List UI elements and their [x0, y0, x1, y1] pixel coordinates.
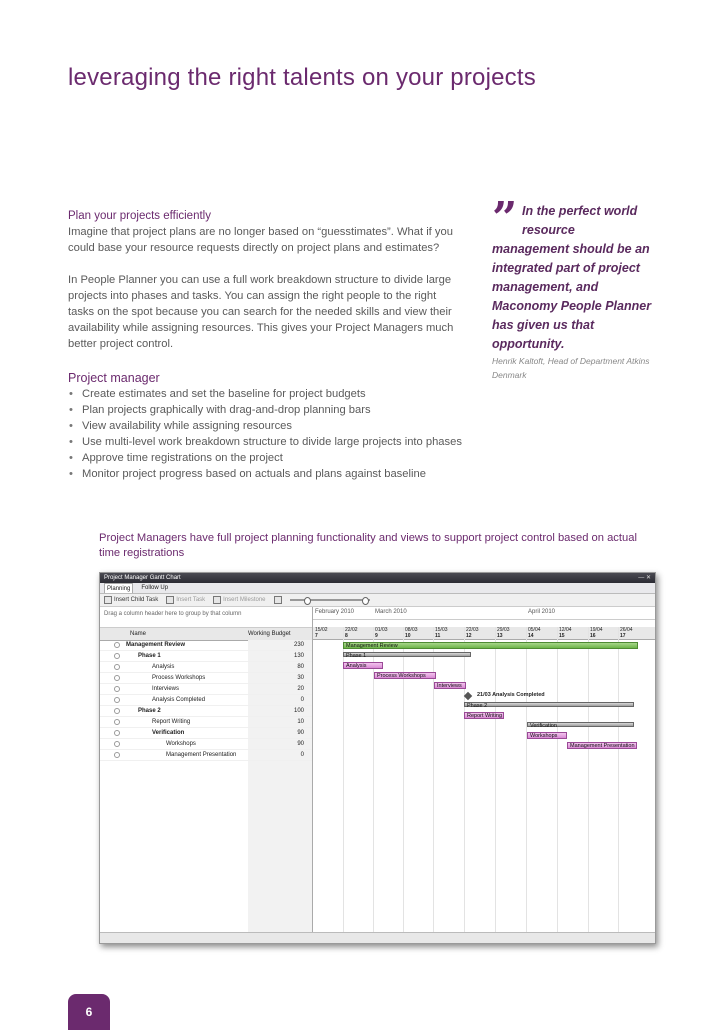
- quote-mark-icon: ”: [492, 193, 518, 244]
- row-name: Phase 1: [138, 653, 161, 659]
- week-number: 14: [528, 633, 534, 639]
- list-item: • Plan projects graphically with drag-and-drop planning bars: [68, 402, 463, 418]
- grid-line: [588, 627, 589, 933]
- section-title-plan: Plan your projects efficiently: [68, 210, 211, 222]
- quote-line-first: In the perfect world resource: [522, 204, 638, 237]
- month-label: February 2010: [315, 609, 355, 615]
- list-item: • Create estimates and set the baseline for project budgets: [68, 386, 463, 402]
- tab-follow-up[interactable]: Follow Up: [141, 585, 169, 591]
- week-date: 05/04: [528, 627, 541, 633]
- column-header-budget[interactable]: Working Budget: [248, 631, 291, 637]
- row-budget: 130: [293, 653, 304, 659]
- row-status-icon: [114, 642, 120, 648]
- row-status-icon: [114, 719, 120, 725]
- row-budget: 20: [297, 686, 304, 692]
- week-label: [497, 627, 510, 639]
- gantt-toolbar: [100, 594, 655, 607]
- section-title-project-manager: Project manager: [68, 371, 160, 385]
- row-name: Report Writing: [152, 719, 191, 725]
- table-row[interactable]: [100, 728, 312, 739]
- page-heading: leveraging the right talents on your projects: [68, 64, 536, 91]
- table-row[interactable]: [100, 706, 312, 717]
- week-date: 29/03: [497, 627, 510, 633]
- insert-child-task-button[interactable]: [104, 596, 158, 604]
- row-status-icon: [114, 653, 120, 659]
- insert-task-button[interactable]: [166, 596, 205, 604]
- column-header-name[interactable]: Name: [130, 631, 147, 637]
- grid-line: [526, 627, 527, 933]
- row-name: Analysis Completed: [152, 697, 206, 703]
- week-label: [559, 627, 572, 639]
- week-date: 15/02: [315, 627, 328, 633]
- week-label: [375, 627, 388, 639]
- milestone-label: 21/03 Analysis Completed: [477, 692, 545, 698]
- row-budget: 0: [300, 697, 304, 703]
- insert-milestone-icon: [213, 596, 221, 604]
- insert-task-icon: [166, 596, 174, 604]
- bar-phase-2[interactable]: Phase 2: [464, 702, 634, 707]
- row-status-icon: [114, 686, 120, 692]
- zoom-slider[interactable]: [290, 597, 370, 603]
- row-name: Management Review: [126, 642, 186, 648]
- customer-quote: [492, 193, 662, 382]
- week-number: 12: [466, 633, 472, 639]
- zoom-handle-end[interactable]: [362, 597, 369, 605]
- bar-verification[interactable]: Verification: [527, 722, 634, 727]
- bar-management-review[interactable]: Management Review: [343, 642, 638, 649]
- week-date: 15/03: [435, 627, 448, 633]
- list-item: • Use multi-level work breakdown structure to divide large projects into phases: [68, 434, 463, 450]
- zoom-track: [290, 599, 370, 601]
- screenshot-caption: Project Managers have full project planning functionality and views to support project control based on actual time registrations: [99, 532, 637, 559]
- row-budget: 100: [293, 708, 304, 714]
- row-budget: 90: [297, 741, 304, 747]
- row-budget: 90: [297, 730, 304, 736]
- body-text-column: [68, 208, 463, 482]
- table-row[interactable]: [100, 640, 312, 651]
- row-name: Process Workshops: [152, 675, 206, 681]
- bar-phase-1[interactable]: Phase 1: [343, 652, 471, 657]
- row-name: Workshops: [166, 741, 196, 747]
- week-label: [435, 627, 448, 639]
- window-titlebar: [100, 573, 655, 583]
- task-grid: [100, 607, 313, 933]
- week-date: 19/04: [590, 627, 603, 633]
- row-name: Phase 2: [138, 708, 161, 714]
- week-label: [315, 627, 328, 639]
- bar-report-writing[interactable]: Report Writing: [464, 712, 504, 719]
- week-number: 9: [375, 633, 378, 639]
- grid-line: [618, 627, 619, 933]
- bar-process-workshops[interactable]: Process Workshops: [374, 672, 436, 679]
- page-number: 6: [68, 994, 110, 1030]
- tab-bar: [100, 583, 655, 594]
- grid-line: [495, 627, 496, 933]
- bar-analysis[interactable]: Analysis: [343, 662, 383, 669]
- row-status-icon: [114, 675, 120, 681]
- row-status-icon: [114, 664, 120, 670]
- month-label: March 2010: [375, 609, 407, 615]
- week-number: 13: [497, 633, 503, 639]
- week-label: [620, 627, 633, 639]
- horizontal-scrollbar[interactable]: [100, 932, 655, 943]
- table-row[interactable]: [100, 750, 312, 761]
- table-row[interactable]: [100, 739, 312, 750]
- row-name: Verification: [152, 730, 185, 736]
- week-label: [405, 627, 418, 639]
- week-date: 01/03: [375, 627, 388, 633]
- week-label: [590, 627, 603, 639]
- row-budget: 0: [300, 752, 304, 758]
- week-date: 26/04: [620, 627, 633, 633]
- row-budget: 10: [297, 719, 304, 725]
- timeline-pane: [313, 607, 655, 933]
- table-row[interactable]: [100, 662, 312, 673]
- quote-attribution: Henrik Kaltoft, Head of Department Atkins Denmark: [492, 356, 650, 380]
- row-budget: 30: [297, 675, 304, 681]
- week-number: 17: [620, 633, 626, 639]
- calendar-icon[interactable]: [274, 596, 282, 604]
- insert-child-icon: [104, 596, 112, 604]
- group-by-hint: Drag a column header here to group by that column: [104, 611, 242, 617]
- insert-child-label: Insert Child Task: [114, 597, 159, 603]
- insert-milestone-label: Insert Milestone: [223, 597, 266, 603]
- week-date: 22/02: [345, 627, 358, 633]
- bar-workshops[interactable]: Workshops: [527, 732, 567, 739]
- insert-task-label: Insert Task: [176, 597, 206, 603]
- grid-line: [464, 627, 465, 933]
- month-header: [313, 609, 655, 620]
- gantt-grid: [100, 607, 655, 933]
- list-item: • Monitor project progress based on actuals and plans against baseline: [68, 466, 463, 482]
- row-status-icon: [114, 697, 120, 703]
- paragraph-wbs: In People Planner you can use a full work breakdown structure to divide large projects into phases and tasks. You can assign the right people to the right tasks on the spot because you can search for the needed skills and view their availability while assigning resources. This gives your Project Managers much better project control.: [68, 274, 454, 350]
- table-row[interactable]: [100, 673, 312, 684]
- row-name: Analysis: [152, 664, 175, 670]
- table-row[interactable]: [100, 717, 312, 728]
- week-number: 11: [435, 633, 441, 639]
- milestone-diamond-icon[interactable]: [464, 692, 472, 700]
- tab-planning[interactable]: Planning: [104, 583, 133, 593]
- list-item: • Approve time registrations on the project: [68, 450, 463, 466]
- row-status-icon: [114, 741, 120, 747]
- week-date: 22/03: [466, 627, 479, 633]
- window-title: Project Manager Gantt Chart: [104, 575, 181, 581]
- week-label: [528, 627, 541, 639]
- week-date: 08/03: [405, 627, 418, 633]
- zoom-handle[interactable]: [304, 597, 311, 605]
- week-label: [466, 627, 479, 639]
- month-label: April 2010: [528, 609, 556, 615]
- row-name: Interviews: [152, 686, 180, 692]
- bar-interviews[interactable]: Interviews: [434, 682, 466, 689]
- table-row[interactable]: [100, 651, 312, 662]
- week-date: 12/04: [559, 627, 572, 633]
- table-row[interactable]: [100, 684, 312, 695]
- task-rows: [100, 640, 312, 933]
- grid-line: [557, 627, 558, 933]
- grid-line: [343, 627, 344, 933]
- week-number: 7: [315, 633, 318, 639]
- row-budget: 230: [293, 642, 304, 648]
- row-status-icon: [114, 730, 120, 736]
- week-number: 16: [590, 633, 596, 639]
- quote-text: management should be an integrated part of project management, and Maconomy People Planner has given us that opportunity.: [492, 242, 652, 351]
- list-item: • View availability while assigning resources: [68, 418, 463, 434]
- week-number: 8: [345, 633, 348, 639]
- paragraph-guesstimates: Imagine that project plans are no longer based on “guesstimates”. What if you could base your resource requests directly on project plans and estimates?: [68, 226, 453, 254]
- window-controls[interactable]: — ✕: [638, 575, 651, 581]
- table-row[interactable]: [100, 695, 312, 706]
- row-budget: 80: [297, 664, 304, 670]
- bar-management-presentation[interactable]: Management Presentation: [567, 742, 637, 749]
- week-number: 15: [559, 633, 565, 639]
- week-number: 10: [405, 633, 411, 639]
- feature-list: [68, 386, 463, 482]
- grid-header: [100, 627, 312, 641]
- insert-milestone-button[interactable]: [213, 596, 265, 604]
- row-status-icon: [114, 708, 120, 714]
- gantt-screenshot: [99, 572, 656, 944]
- week-header: [313, 627, 655, 640]
- row-name: Management Presentation: [166, 752, 237, 758]
- week-label: [345, 627, 358, 639]
- row-status-icon: [114, 752, 120, 758]
